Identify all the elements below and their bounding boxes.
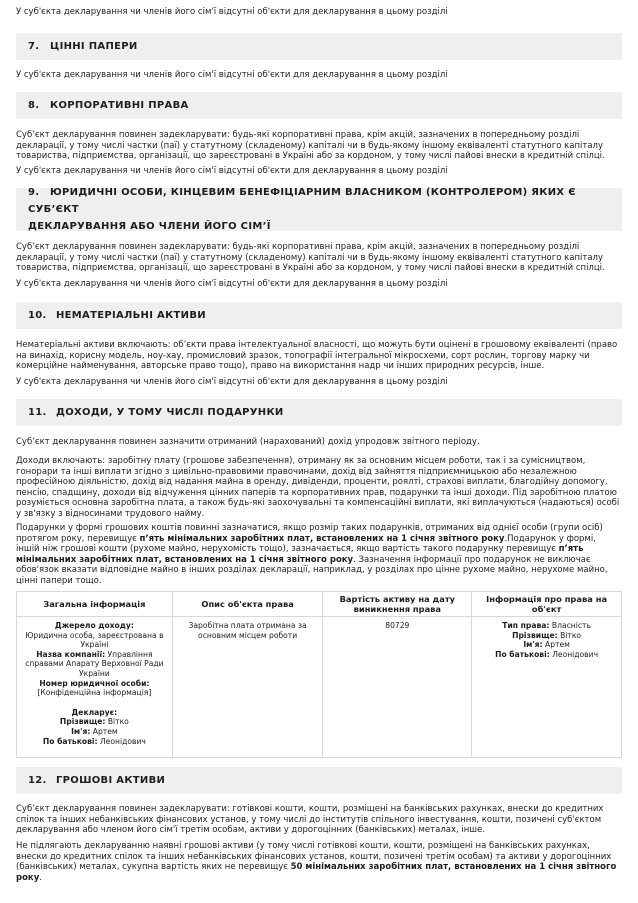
- income-definition: Доходи включають: заробітну плату (грошове забезпечення), отриману як за основним місцем роботи, так і за сумісництвом, гонорари та інші виплати згідно з цивільно-правовими правочинами, дохід від зайняття підприємницькою або незалежною професійною діяльністю, дохід від надання майна в оренду, дивіденди, проценти, роялті, страхові виплати, благодійну допомогу, пенсію, спадщину, доходи від відчуження цінних паперів та корпоративних прав, подарунки та інші доходи. Під заробітною платою розуміється основна заробітна плата, а також будь-які заохочувальні та компенсаційні виплати, які виплачуються (надаються) особі у зв'язку з відносинами трудового найму.: [16, 456, 620, 519]
- section-title: ДОХОДИ, У ТОМУ ЧИСЛІ ПОДАРУНКИ: [56, 407, 284, 418]
- column-header: Загальна інформація: [17, 592, 173, 617]
- section-title: ЦІННІ ПАПЕРИ: [50, 41, 138, 52]
- monetary-assets-exemption: Не підлягають декларуванню наявні грошові активи (у тому числі готівкові кошти, кошти, розміщені на банківських рахунках, внески до кредитних спілок та інших небанківських фінансових установ, кошти, позичені третім особам) та активи у дорогоцінних (банківських) металах, сукупна вартість яких не перевищує 50 мінімальних заробітних плат, встановлених на 1 січня звітного року.: [16, 841, 617, 883]
- section-description: Нематеріальні активи включають: об’єкти права інтелектуальної власності, що можуть бути оцінені в грошовому еквіваленті (право на винахід, корисну модель, ноу-хау, промисловий зразок, топографії інтегральної мікросхеми, сорт рослин, торгову марку чи комерційне найменування, авторське право тощо), право на використання надр чи інших природних ресурсів, інше.: [16, 340, 618, 372]
- section-number: 12.: [28, 775, 47, 786]
- min-wage-threshold: 50 мінімальних заробітних плат, встановлених на 1 січня звітного року: [16, 862, 617, 883]
- income-intro: Суб’єкт декларування повинен зазначити отриманий (нарахований) дохід упродовж звітного періоду.: [16, 437, 480, 447]
- section-title-line2: ДЕКЛАРУВАННЯ АБО ЧЛЕНИ ЙОГО СІМ’Ї: [28, 221, 271, 232]
- section-title: НЕМАТЕРІАЛЬНІ АКТИВИ: [56, 310, 206, 321]
- section-title: ГРОШОВІ АКТИВИ: [56, 775, 166, 786]
- column-header: Опис об'єкта права: [172, 592, 323, 617]
- empty-section-note: У суб'єкта декларування чи членів його сім'ї відсутні об'єкти для декларування в цьому розділі: [16, 7, 448, 17]
- monetary-assets-description: Суб’єкт декларування повинен задекларувати: готівкові кошти, кошти, розміщені на банківських рахунках, внески до кредитних спілок та інших небанківських фінансових установ, у тому числі до інститутів спільного інвестування, кошти, позичені суб'єктом декларування або членом його сім'ї третім особам, активи у дорогоцінних (банківських) металах, інше.: [16, 804, 604, 836]
- object-description-cell: Заробітна плата отримана за основним місцем роботи: [172, 617, 323, 758]
- section-title: ЮРИДИЧНІ ОСОБИ, КІНЦЕВИМ БЕНЕФІЦІАРНИМ ВЛАСНИКОМ (КОНТРОЛЕРОМ) ЯКИХ Є СУБ’ЄКТ: [28, 187, 576, 215]
- section-11-header: [16, 399, 622, 426]
- section-7-header: [16, 33, 622, 60]
- empty-section-note: У суб'єкта декларування чи членів його сім'ї відсутні об'єкти для декларування в цьому розділі: [16, 279, 448, 289]
- min-wage-threshold: п’ять мінімальних заробітних плат, встановлених на 1 січня звітного року: [139, 533, 505, 544]
- section-description: Суб’єкт декларування повинен задекларувати: будь-які корпоративні права, крім акцій, зазначених в попередньому розділі декларації, у тому числі частки (паї) у статутному (складеному) капіталі чи в будь-якому іншому еквіваленті статутного капіталу товариства, підприємства, організації, що зареєстровані в Україні або за кордоном, у тому числі пайові внески в кредитній спілці.: [16, 130, 605, 162]
- section-description: Суб’єкт декларування повинен задекларувати: будь-які корпоративні права, крім акцій, зазначених в попередньому розділі декларації, у тому числі частки (паї) у статутному (складеному) капіталі чи в будь-якому іншому еквіваленті статутного капіталу товариства, підприємства, організації, що зареєстровані в Україні або за кордоном, у тому числі пайові внески в кредитній спілці.: [16, 242, 605, 274]
- section-8-header: [16, 92, 622, 119]
- section-number: 8.: [28, 100, 40, 111]
- empty-section-note: У суб'єкта декларування чи членів його сім'ї відсутні об'єкти для декларування в цьому розділі: [16, 166, 448, 176]
- general-info-cell: Джерело доходу: Юридична особа, зареєстрована в Україні Назва компанії: Управління справами Апарату Верховної Ради України Номер юридичної особи: [Конфіденційна інформація] Декларує: Прізвище: Вітко Ім'я: Артем По батькові: Леонідович: [17, 617, 173, 758]
- section-number: 9.: [28, 187, 40, 198]
- table-header-row: [17, 592, 622, 617]
- rights-info-cell: Тип права: Власність Прізвище: Вітко Ім'я: Артем По батькові: Леонідович: [472, 617, 622, 758]
- section-title: КОРПОРАТИВНІ ПРАВА: [50, 100, 189, 111]
- section-12-header: [16, 767, 622, 794]
- empty-section-note: У суб'єкта декларування чи членів його сім'ї відсутні об'єкти для декларування в цьому розділі: [16, 70, 448, 80]
- column-header: Вартість активу на дату виникнення права: [323, 592, 472, 617]
- table-row: [17, 617, 622, 758]
- section-number: 7.: [28, 41, 40, 52]
- section-number: 11.: [28, 407, 47, 418]
- column-header: Інформація про права на об'єкт: [472, 592, 622, 617]
- section-number: 10.: [28, 310, 47, 321]
- gifts-paragraph: Подарунки у формі грошових коштів повинні зазначатися, якщо розмір таких подарунків, отриманих від однієї особи (групи осіб) протягом року, перевищує п’ять мінімальних заробітних плат, встановлених на 1 січня звітного року.Подарунок у формі, іншій ніж грошові кошти (рухоме майно, нерухомість тощо), зазначається, якщо вартість такого подарунку перевищує п’ять мінімальних заробітних плат, встановлених на 1 січня звітного року. Зазначення інформації про подарунок не виключає обов'язок вказати відповідне майно в інших розділах декларації, наприклад, у розділах про цінне рухоме майно, нерухоме майно, цінні папери тощо.: [16, 523, 608, 586]
- empty-section-note: У суб'єкта декларування чи членів його сім'ї відсутні об'єкти для декларування в цьому розділі: [16, 377, 448, 387]
- income-table: [16, 591, 622, 758]
- min-wage-threshold: п’ять мінімальних заробітних плат, встановлених на 1 січня звітного року: [16, 544, 584, 565]
- section-10-header: [16, 302, 622, 329]
- section-9-header: [16, 188, 622, 231]
- asset-value-cell: 80729: [323, 617, 472, 758]
